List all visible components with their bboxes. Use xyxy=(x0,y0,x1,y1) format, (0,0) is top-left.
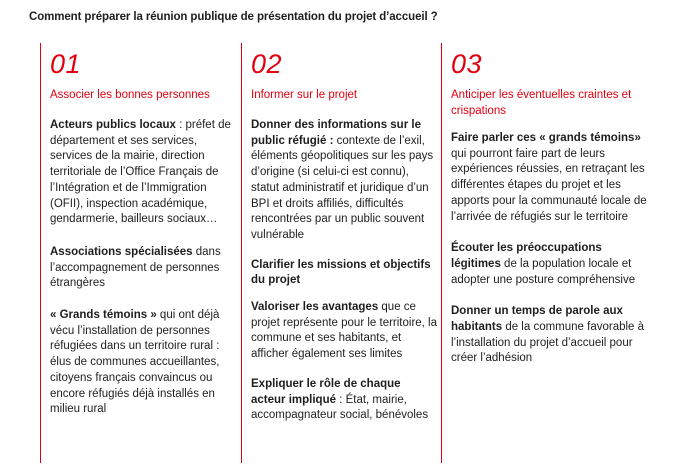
column-number: 02 xyxy=(251,49,283,79)
column-subtitle: Associer les bonnes personnes xyxy=(50,89,210,101)
column-subtitle: Informer sur le projet xyxy=(251,89,358,101)
paragraph-lead: Acteurs publics locaux xyxy=(50,119,176,131)
page-title: Comment préparer la réunion publique de présentation du projet d’accueil ? xyxy=(29,11,438,23)
paragraph-lead: Donner un temps de parole aux habitants xyxy=(451,305,623,334)
paragraph xyxy=(251,258,437,289)
paragraph-text: qui ont déjà vécu l’installation de personnes réfugiées dans un territoire rural : élus de communes accueillantes, citoyens français convaincus ou encore réfugiés déjà installés en milieu rural xyxy=(50,309,220,416)
paragraph-text: de la commune favorable à l’installation du projet d’accueil pour créer l’adhésion xyxy=(451,321,645,365)
paragraph-lead: Valoriser les avantages xyxy=(251,301,379,314)
paragraph-lead: Clarifier les missions et objectifs du projet xyxy=(251,258,431,287)
paragraph-text: : État, mairie, accompagnateur social, bénévoles xyxy=(251,393,429,422)
paragraph-text: qui pourront faire part de leurs expériences réussies, en retraçant les différentes étapes du projet et les apports pour la communauté locale de l’arrivée de réfugiés sur le territoire xyxy=(451,147,647,223)
paragraph xyxy=(50,118,236,228)
paragraph-text: que ce projet représente pour le territoire, la commune et ses habitants, et afficher également ses limites xyxy=(251,301,438,361)
column-03 xyxy=(441,43,651,463)
paragraph xyxy=(451,304,651,367)
paragraph-text: : préfet de département et ses services, services de la mairie, direction territoriale de l’Office Français de l’Intégration et de l’Immigration (OFII), inspection académique, gendarmerie, bailleurs sociaux… xyxy=(50,119,231,226)
paragraph xyxy=(251,300,437,363)
paragraph xyxy=(50,308,236,418)
column-number: 01 xyxy=(50,49,82,79)
paragraph-lead: Écouter les préoccupations légitimes xyxy=(451,242,602,270)
paragraph-lead: Donner des informations sur le public réfugié : xyxy=(251,119,421,147)
paragraph-lead: « Grands témoins » xyxy=(50,309,157,322)
paragraph-lead: Associations spécialisées xyxy=(50,245,193,258)
paragraph-text: contexte de l’exil, éléments géopolitiques sur les pays d’origine (si celui-ci est connu), statut administratif et juridique d’un BPI et droits affiliés, difficultés rencontrées par un public souvent vulnérable xyxy=(251,134,434,241)
column-02 xyxy=(241,43,437,463)
paragraph-lead: Expliquer le rôle de chaque acteur impliqué xyxy=(251,377,401,406)
paragraph-text: dans l’accompagnement de personnes étrangères xyxy=(50,245,221,290)
column-subtitle: Anticiper les éventuelles craintes et crispations xyxy=(451,89,632,117)
paragraph-lead: Faire parler ces « grands témoins» xyxy=(451,132,641,144)
paragraph-text: de la population locale et adopter une posture compréhensive xyxy=(451,257,636,286)
paragraph xyxy=(451,241,651,288)
paragraph xyxy=(451,131,651,225)
column-number: 03 xyxy=(451,49,483,79)
paragraph xyxy=(251,118,437,244)
paragraph xyxy=(50,245,236,292)
column-01 xyxy=(40,43,236,463)
paragraph xyxy=(251,377,437,424)
